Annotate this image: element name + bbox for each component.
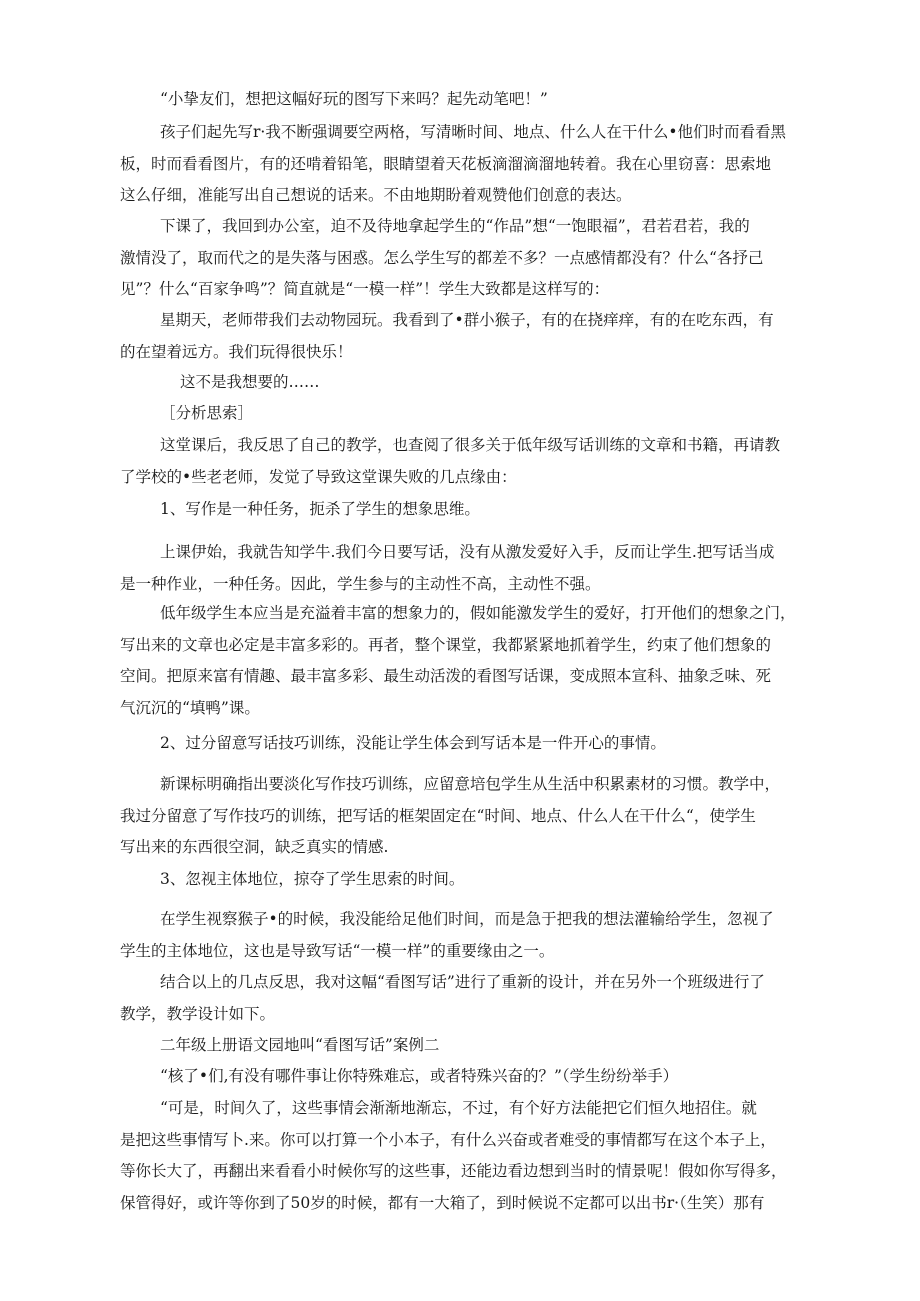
text-line: 3、忽视主体地位，掠夺了学生思索的时间。 [160, 870, 465, 888]
text-line: “小挚友们，想把这幅好玩的图写下来吗？起先动笔吧！” [160, 90, 548, 108]
point-heading-3 [120, 864, 810, 896]
text-line: “可是，时间久了，这些事情会渐渐地渐忘，不过，有个好方法能把它们恒久地招住。就 [160, 1099, 757, 1117]
text-line: 结合以上的几点反思，我对这幅“看图写话”进行了重新的设计，并在另外一个班级进行了 [160, 973, 765, 991]
case-title [120, 1030, 810, 1062]
paragraph-2 [120, 117, 810, 212]
text-line: 的在望着远方。我们玩得很快乐！ [120, 342, 353, 361]
section-heading-analysis [120, 398, 810, 430]
text-line: 这堂课后，我反思了自己的教学，也查阅了很多关于低年级写话训练的文章和书籍，再请教 [160, 436, 781, 454]
text-line: 等你长大了，再翻出来看看小时候你写的这些事，还能边看边想到当时的情景呢！假如你写得多， [120, 1162, 787, 1180]
text-line: 见”？什么“百家争鸣”？简直就是“一模一样”！学生大致都是这样写的： [120, 280, 610, 298]
paragraph-9 [120, 537, 810, 600]
text-line: 写出来的东西很空洞，缺乏真实的情感. [120, 838, 389, 856]
text-line: 写出来的文章也必定是丰富多彩的。再者，整个课堂，我都紧紧地抓着学生，约束了他们想象的 [120, 635, 772, 654]
text-line: 是一种作业，一种任务。因此，学生参与的主动性不高，主动性不强。 [120, 574, 601, 593]
text-line: 孩子们起先写r·我不断强调要空两格，写清晰时间、地点、什么人在干什么•他们时而看看黑 [160, 123, 786, 141]
text-line: 空间。把原来富有情趣、最丰富多彩、最生动活泼的看图写话课，变成照本宣科、抽象乏味、死 [120, 667, 772, 685]
text-line: 气沉沉的“填鸭”课。 [120, 698, 260, 717]
text-line: 上课伊始，我就告知学牛.我们今日要写话，没有从激发爱好入手，反而让学生.把写话当成 [160, 543, 775, 561]
text-line: 学生的主体地位，这也是导致写话“一模一样”的重要缘由之一。 [120, 941, 555, 960]
paragraph-14 [120, 904, 810, 967]
text-line: 星期天，老师带我们去动物园玩。我看到了•群小猴子，有的在挠痒痒，有的在吃东西，有 [160, 311, 774, 329]
text-line: 低年级学生本应当是充溢着丰富的想象力的，假如能激发学生的爱好，打开他们的想象之门， [160, 604, 796, 622]
paragraph-3 [120, 211, 810, 306]
text-line: 教学，教学设计如下。 [120, 1004, 276, 1023]
paragraph-7 [120, 430, 810, 493]
text-line: 这不是我想要的…… [180, 373, 320, 391]
text-line: 下课了，我回到办公室，迫不及待地拿起学生的“作品”想“一饱眼福”，君若君若，我的 [160, 217, 750, 235]
text-line: 在学生视察猴子•的时候，我没能给足他们时间，而是急于把我的想法灌输给学生，忽视了 [160, 910, 774, 928]
paragraph-10 [120, 598, 810, 724]
text-line: 是把这些事情写卜.来。你可以打算一个小本子，有什么兴奋或者难受的事情都写在这个本子上， [120, 1130, 776, 1149]
paragraph-12 [120, 769, 810, 864]
point-heading-1 [120, 494, 810, 526]
text-line: 2、过分留意写话技巧训练，没能让学生体会到写话本是一件开心的事情。 [160, 734, 666, 752]
text-line: 板，时而看看图片，有的还啃着铅笔，眼睛望着天花板滴溜滴溜地转着。我在心里窃喜：思索地 [120, 154, 772, 173]
paragraph-1 [120, 84, 810, 116]
text-line: 二年级上册语文园地叫“看图写话”案例二 [160, 1036, 440, 1054]
paragraph-4 [120, 305, 810, 368]
text-line: 这么仔细，准能写出自己想说的话来。不由地期盼着观赞他们创意的表达。 [120, 186, 632, 204]
paragraph-17 [120, 1061, 810, 1093]
text-line: 了学校的•些老老师，发觉了导致这堂课失败的几点缘由： [120, 467, 517, 486]
text-line: ［分析思索］ [160, 404, 254, 422]
paragraph-18 [120, 1093, 810, 1219]
paragraph-5 [180, 367, 870, 399]
text-line: 新课标明确指出要淡化写作技巧训练，应留意培包学生从生活中积累素材的习惯。教学中， [160, 775, 781, 793]
text-line: 我过分留意了写作技巧的训练，把写话的框架固定在“时间、地点、什么人在干什么“，使学生 [120, 806, 756, 825]
text-line: 激情没了，取而代之的是失落与困惑。怎么学生写的都差不多？一点感情都没有？什么“各抒己 [120, 248, 764, 267]
paragraph-15 [120, 967, 810, 1030]
text-line: 保管得好，或许等你到了50岁的时候，都有一大箱了，到时候说不定都可以出书r·（生笑）那有 [120, 1193, 765, 1212]
point-heading-2 [120, 728, 810, 760]
text-line: 1、写作是一种任务，扼杀了学生的想象思维。 [160, 500, 480, 518]
text-line: “核了•们,有没有哪件事让你特殊难忘，或者特殊兴奋的？”（学生纷纷举手） [160, 1067, 679, 1085]
